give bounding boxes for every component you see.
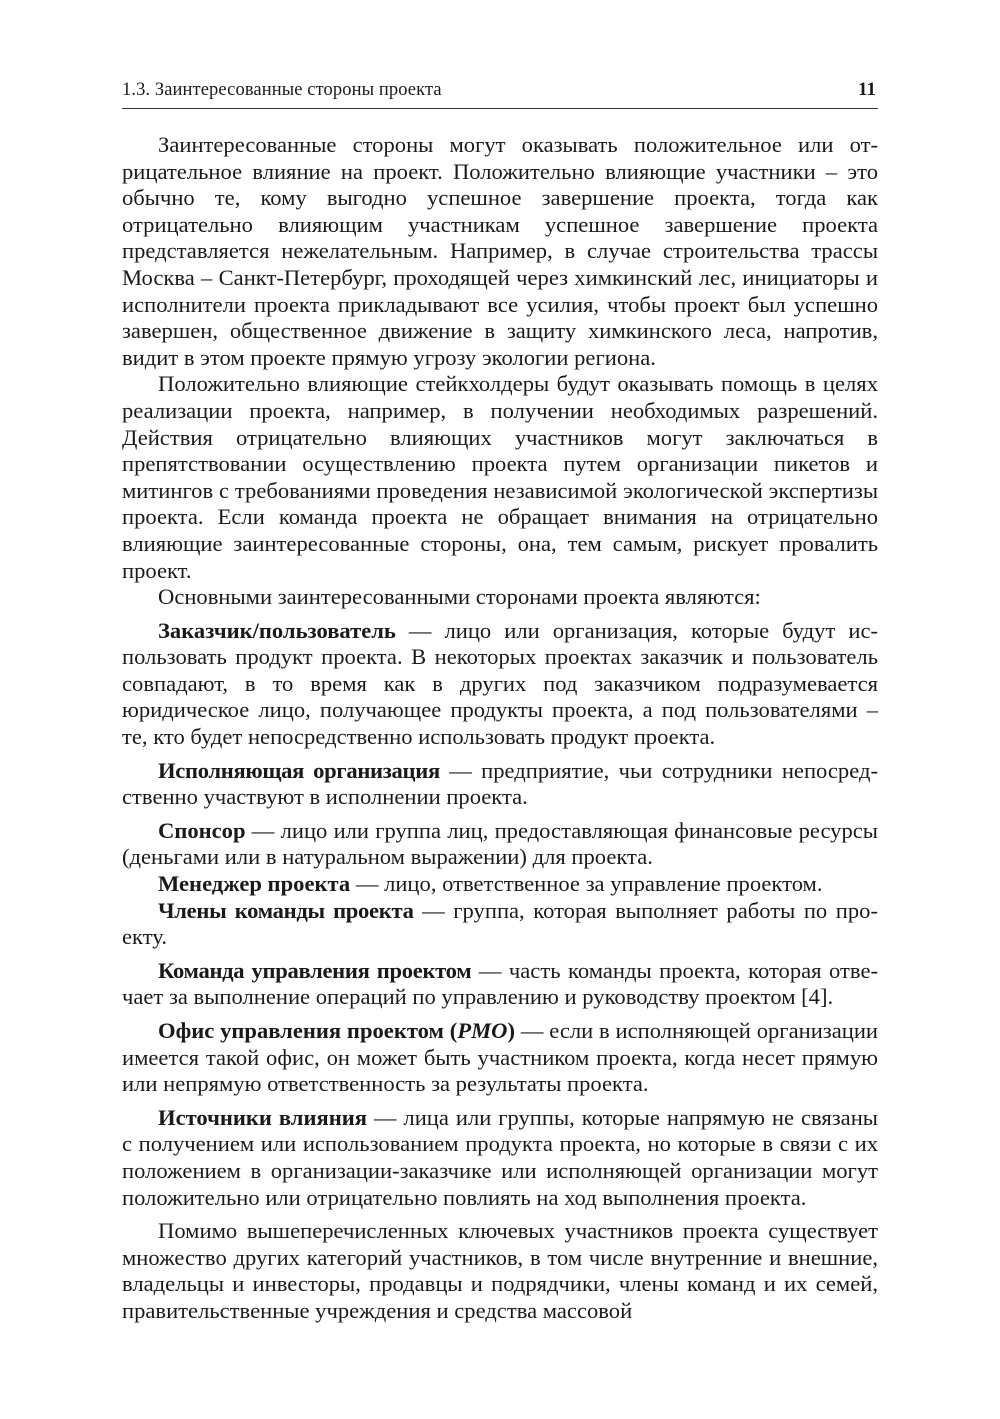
definition-sponsor [122, 818, 878, 871]
page-header [122, 78, 878, 109]
definition-management-team [122, 958, 878, 1011]
definition-text: — часть команды проекта, которая отвечает за выполнение операций по управлению и руководству проектом [4]. [122, 957, 878, 1010]
definition-customer [122, 618, 878, 751]
definition-term: Менеджер проекта [158, 871, 351, 897]
paragraph-main-stakeholders: Основными заинтересованными сторонами проекта являются: [158, 584, 761, 610]
definition-term: Команда управления проектом [158, 957, 472, 983]
definition-text: — группа, которая выполняет работы по проекту. [122, 897, 878, 950]
definition-text: — предприятие, чьи сотрудники непосредственно участвуют в исполнении проекта. [122, 757, 878, 810]
page-number: 11 [858, 79, 876, 100]
definition-project-manager [122, 871, 878, 898]
paragraph-other-stakeholders: Помимо вышеперечисленных ключевых участников проекта существует множество других категорий участников, в том числе внутренние и внешние, владельцы и инвесторы, продавцы и подрядчики, члены команд и их семей, правительственные учреждения и средства массовой [122, 1218, 878, 1323]
definition-influencers [122, 1105, 878, 1211]
definition-term: Спонсор [158, 817, 246, 843]
pmo-abbreviation: PMO [457, 1018, 508, 1043]
definition-performing-org [122, 758, 878, 811]
definition-text: — лицо или группа лиц, предоставляющая финансовые ресурсы (деньгами или в натуральном выражении) для проекта. [122, 817, 878, 870]
definition-term: Офис управления проектом ( [158, 1018, 458, 1043]
body-text [122, 132, 878, 1325]
definition-term: Члены команды проекта [158, 897, 414, 923]
paragraph-positive-negative: Положительно влияющие стейкхолдеры будут оказывать помощь в целях реализации проекта, например, в получении необходимых разрешений. Действия отрицательно влияющих участников могут заключаться в препятствовании осуществлению проекта путем организации пикетов и митингов с требованиями проведения независимой экологической экспертизы проекта. Если команда проекта не обращает внимания на отрицательно влияющие заинтересованные стороны, она, тем самым, рискует провалить проект. [122, 371, 878, 583]
definition-text: — если в исполняющей организации имеется такой офис, он может быть участником проекта, когда несет прямую или непрямую ответственность за результаты проекта. [122, 1018, 879, 1097]
paragraph-stakeholder-influence: Заинтересованные стороны могут оказывать положительное или отрицательное влияние на проект. Положительно влияющие участники – это обычно те, кому выгодно успешное завершение проекта, тогда как отрицательно влияющим участникам успешное завершение проекта представляется нежелательным. Например, в случае строительства трассы Москва – Санкт-Петербург, проходящей через химкинский лес, инициаторы и исполнители проекта прикладывают все усилия, чтобы проект был успешно завершен, общественное движение в защиту химкинского леса, напротив, видит в этом проекте прямую угрозу экологии региона. [122, 132, 878, 370]
running-head: 1.3. Заинтересованные стороны проекта [122, 80, 442, 100]
definition-term: Заказчик/пользователь [158, 617, 396, 643]
definition-text: — лицо или организация, которые будут использовать продукт проекта. В некоторых проектах заказчик и пользователь совпадают, в то время как в других под заказчиком подразумевается юридическое лицо, получающее продукты проекта, а под пользователями – те, кто будет непосредственно использовать продукт проекта. [122, 617, 878, 750]
definition-text: — лицо, ответственное за управление проектом. [350, 871, 823, 897]
definition-team-members [122, 898, 878, 951]
definition-term: Исполняющая организация [158, 757, 440, 783]
definition-term: Источники влияния [158, 1104, 367, 1130]
definition-term-close: ) [507, 1018, 516, 1043]
definition-text: — лица или группы, которые напрямую не связаны с получением или использованием продукта проекта, но которые в связи с их положением в организации-заказчике или исполняющей организации могут положительно или отрицательно повлиять на ход выполнения проекта. [122, 1104, 878, 1210]
definition-pmo [122, 1018, 878, 1098]
